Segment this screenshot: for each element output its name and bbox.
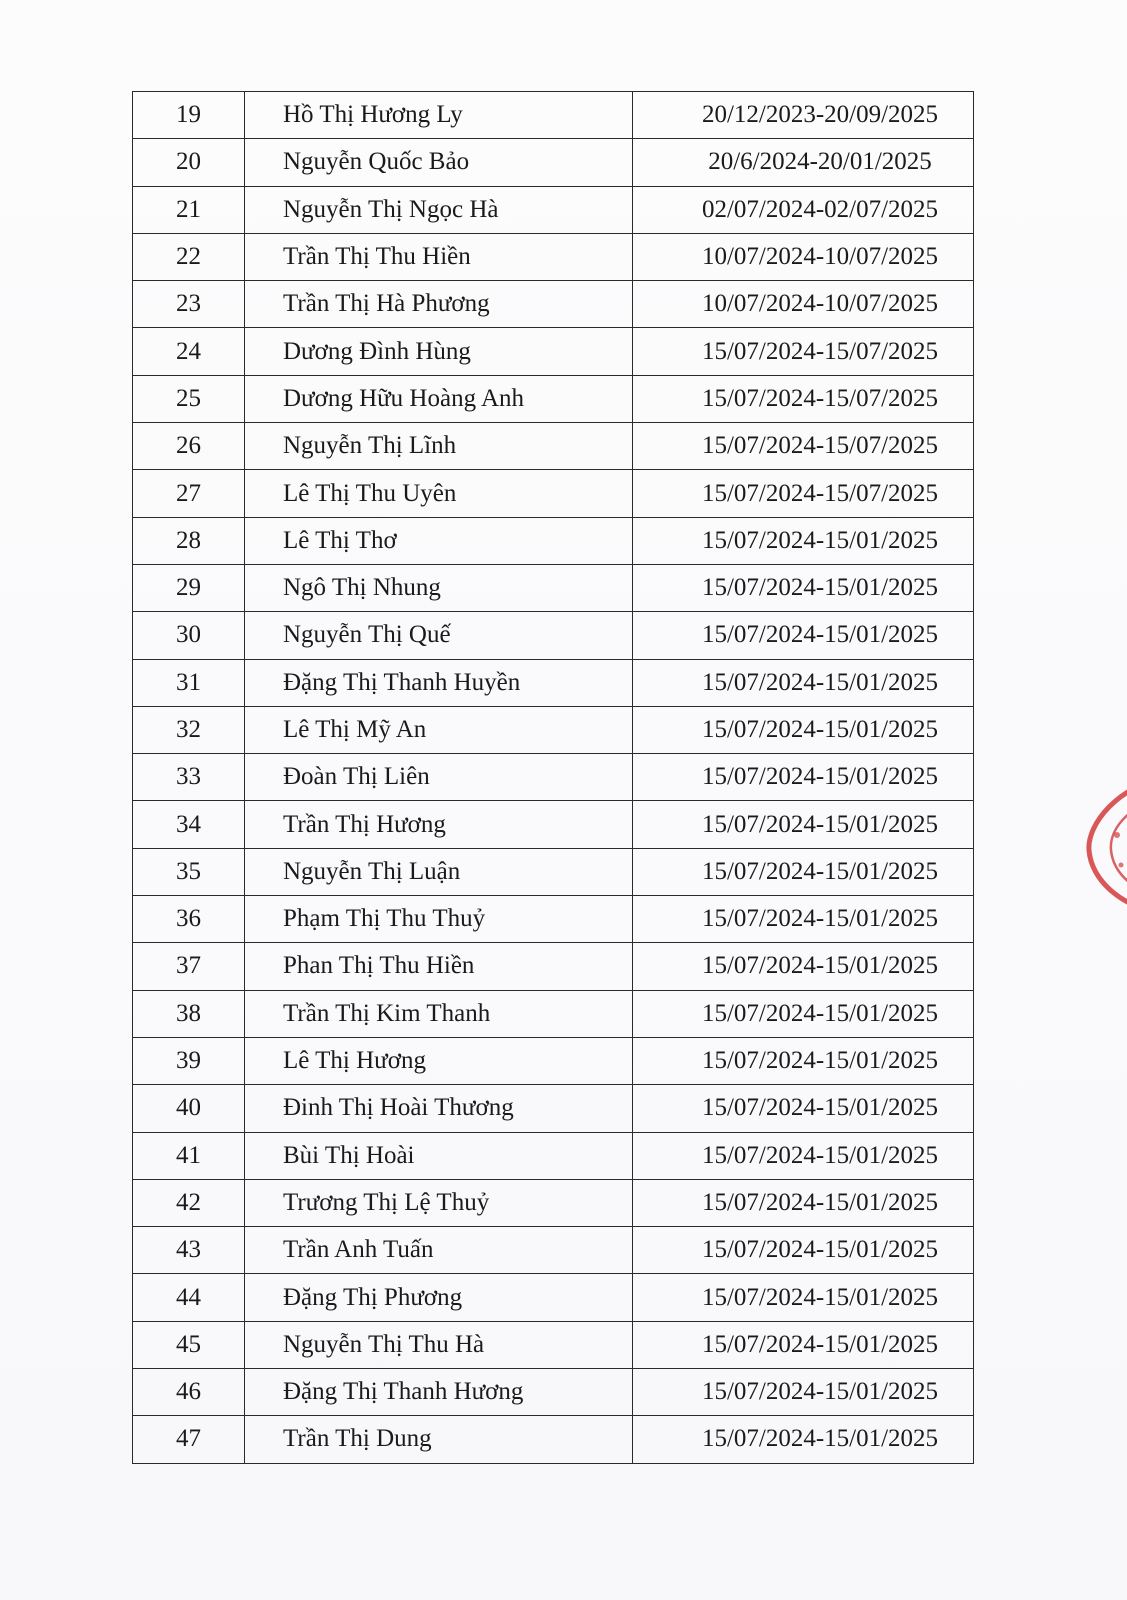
full-name-cell: Nguyễn Thị Ngọc Hà	[245, 186, 633, 233]
row-number-cell: 27	[133, 470, 245, 517]
full-name-cell: Hồ Thị Hương Ly	[245, 92, 633, 139]
full-name-cell: Trần Thị Hương	[245, 801, 633, 848]
red-seal-stamp-icon	[1077, 765, 1127, 925]
full-name-cell: Lê Thị Thơ	[245, 517, 633, 564]
date-range-cell: 15/07/2024-15/07/2025	[633, 423, 974, 470]
row-number-cell: 41	[133, 1132, 245, 1179]
date-range-cell: 20/12/2023-20/09/2025	[633, 92, 974, 139]
table-row	[133, 1369, 974, 1416]
full-name-cell: Dương Hữu Hoàng Anh	[245, 375, 633, 422]
table-row	[133, 706, 974, 753]
row-number-cell: 35	[133, 848, 245, 895]
row-number-cell: 24	[133, 328, 245, 375]
table-row	[133, 801, 974, 848]
table-row	[133, 470, 974, 517]
date-range-cell: 15/07/2024-15/01/2025	[633, 517, 974, 564]
row-number-cell: 38	[133, 990, 245, 1037]
date-range-cell: 10/07/2024-10/07/2025	[633, 281, 974, 328]
full-name-cell: Nguyễn Thị Quế	[245, 612, 633, 659]
date-range-cell: 15/07/2024-15/01/2025	[633, 1227, 974, 1274]
table-row	[133, 328, 974, 375]
table-row	[133, 139, 974, 186]
table-row	[133, 1321, 974, 1368]
table-row	[133, 848, 974, 895]
full-name-cell: Lê Thị Mỹ An	[245, 706, 633, 753]
row-number-cell: 21	[133, 186, 245, 233]
table-row	[133, 1132, 974, 1179]
row-number-cell: 26	[133, 423, 245, 470]
table-row	[133, 754, 974, 801]
full-name-cell: Dương Đình Hùng	[245, 328, 633, 375]
date-range-cell: 15/07/2024-15/01/2025	[633, 706, 974, 753]
full-name-cell: Đặng Thị Phương	[245, 1274, 633, 1321]
date-range-cell: 15/07/2024-15/07/2025	[633, 470, 974, 517]
date-range-cell: 15/07/2024-15/01/2025	[633, 1085, 974, 1132]
full-name-cell: Đoàn Thị Liên	[245, 754, 633, 801]
date-range-cell: 15/07/2024-15/07/2025	[633, 375, 974, 422]
table-row	[133, 1085, 974, 1132]
full-name-cell: Nguyễn Thị Thu Hà	[245, 1321, 633, 1368]
full-name-cell: Lê Thị Thu Uyên	[245, 470, 633, 517]
row-number-cell: 34	[133, 801, 245, 848]
full-name-cell: Trần Thị Kim Thanh	[245, 990, 633, 1037]
staff-table-body	[133, 92, 974, 1464]
table-row	[133, 896, 974, 943]
full-name-cell: Nguyễn Quốc Bảo	[245, 139, 633, 186]
row-number-cell: 23	[133, 281, 245, 328]
row-number-cell: 32	[133, 706, 245, 753]
full-name-cell: Phan Thị Thu Hiền	[245, 943, 633, 990]
date-range-cell: 15/07/2024-15/01/2025	[633, 1179, 974, 1226]
row-number-cell: 31	[133, 659, 245, 706]
table-row	[133, 1037, 974, 1084]
row-number-cell: 20	[133, 139, 245, 186]
date-range-cell: 15/07/2024-15/01/2025	[633, 612, 974, 659]
table-row	[133, 423, 974, 470]
full-name-cell: Đinh Thị Hoài Thương	[245, 1085, 633, 1132]
table-row	[133, 659, 974, 706]
table-row	[133, 612, 974, 659]
full-name-cell: Lê Thị Hương	[245, 1037, 633, 1084]
table-row	[133, 943, 974, 990]
table-row	[133, 990, 974, 1037]
table-row	[133, 1179, 974, 1226]
row-number-cell: 36	[133, 896, 245, 943]
row-number-cell: 46	[133, 1369, 245, 1416]
date-range-cell: 15/07/2024-15/01/2025	[633, 1369, 974, 1416]
date-range-cell: 02/07/2024-02/07/2025	[633, 186, 974, 233]
date-range-cell: 15/07/2024-15/01/2025	[633, 659, 974, 706]
row-number-cell: 37	[133, 943, 245, 990]
table-row	[133, 375, 974, 422]
full-name-cell: Đặng Thị Thanh Huyền	[245, 659, 633, 706]
table-row	[133, 564, 974, 611]
date-range-cell: 15/07/2024-15/01/2025	[633, 943, 974, 990]
table-row	[133, 92, 974, 139]
full-name-cell: Đặng Thị Thanh Hương	[245, 1369, 633, 1416]
full-name-cell: Ngô Thị Nhung	[245, 564, 633, 611]
row-number-cell: 22	[133, 233, 245, 280]
row-number-cell: 29	[133, 564, 245, 611]
full-name-cell: Nguyễn Thị Lĩnh	[245, 423, 633, 470]
row-number-cell: 43	[133, 1227, 245, 1274]
full-name-cell: Trương Thị Lệ Thuỷ	[245, 1179, 633, 1226]
full-name-cell: Bùi Thị Hoài	[245, 1132, 633, 1179]
date-range-cell: 15/07/2024-15/01/2025	[633, 990, 974, 1037]
row-number-cell: 39	[133, 1037, 245, 1084]
staff-table-container	[132, 91, 974, 1464]
date-range-cell: 15/07/2024-15/07/2025	[633, 328, 974, 375]
full-name-cell: Trần Thị Thu Hiền	[245, 233, 633, 280]
date-range-cell: 15/07/2024-15/01/2025	[633, 1132, 974, 1179]
date-range-cell: 15/07/2024-15/01/2025	[633, 848, 974, 895]
date-range-cell: 15/07/2024-15/01/2025	[633, 1274, 974, 1321]
date-range-cell: 15/07/2024-15/01/2025	[633, 896, 974, 943]
full-name-cell: Trần Thị Hà Phương	[245, 281, 633, 328]
row-number-cell: 47	[133, 1416, 245, 1463]
table-row	[133, 1274, 974, 1321]
row-number-cell: 44	[133, 1274, 245, 1321]
table-row	[133, 186, 974, 233]
full-name-cell: Trần Anh Tuấn	[245, 1227, 633, 1274]
row-number-cell: 28	[133, 517, 245, 564]
date-range-cell: 15/07/2024-15/01/2025	[633, 754, 974, 801]
row-number-cell: 33	[133, 754, 245, 801]
full-name-cell: Phạm Thị Thu Thuỷ	[245, 896, 633, 943]
row-number-cell: 42	[133, 1179, 245, 1226]
table-row	[133, 233, 974, 280]
table-row	[133, 1227, 974, 1274]
date-range-cell: 15/07/2024-15/01/2025	[633, 801, 974, 848]
table-row	[133, 1416, 974, 1463]
row-number-cell: 40	[133, 1085, 245, 1132]
date-range-cell: 15/07/2024-15/01/2025	[633, 1321, 974, 1368]
row-number-cell: 25	[133, 375, 245, 422]
full-name-cell: Trần Thị Dung	[245, 1416, 633, 1463]
row-number-cell: 45	[133, 1321, 245, 1368]
date-range-cell: 15/07/2024-15/01/2025	[633, 1416, 974, 1463]
date-range-cell: 20/6/2024-20/01/2025	[633, 139, 974, 186]
full-name-cell: Nguyễn Thị Luận	[245, 848, 633, 895]
date-range-cell: 15/07/2024-15/01/2025	[633, 1037, 974, 1084]
staff-table	[132, 91, 974, 1464]
row-number-cell: 19	[133, 92, 245, 139]
date-range-cell: 10/07/2024-10/07/2025	[633, 233, 974, 280]
date-range-cell: 15/07/2024-15/01/2025	[633, 564, 974, 611]
row-number-cell: 30	[133, 612, 245, 659]
table-row	[133, 281, 974, 328]
table-row	[133, 517, 974, 564]
